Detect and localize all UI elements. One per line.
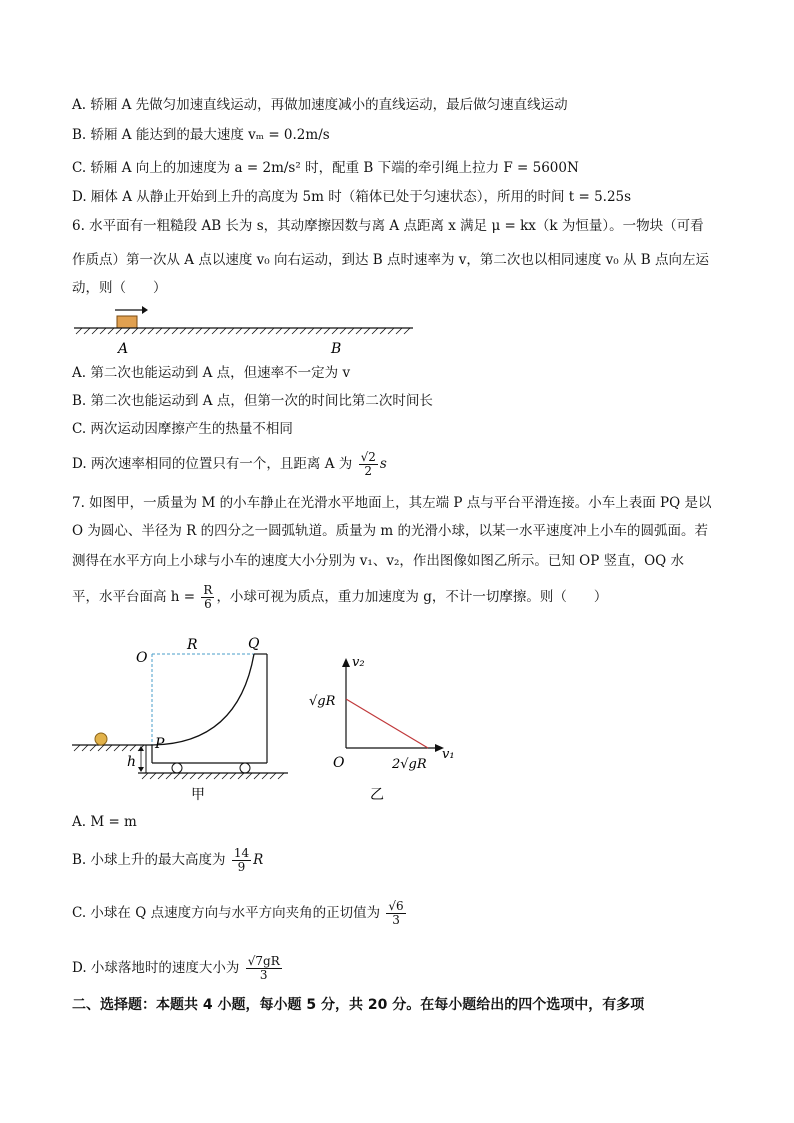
q6-block [117, 316, 137, 328]
q7-stem-line4 [72, 584, 607, 611]
q7-cart-wheel-left [172, 763, 182, 773]
q6-ground-hatching [76, 328, 410, 334]
q7-option-b-fraction: $\frac{14}{9}$ [233, 846, 250, 874]
q7-graph-line [346, 699, 428, 748]
q7-arc-track [152, 654, 254, 745]
q7-height-fraction: $\frac{R}{6}$ [203, 583, 213, 611]
q7-option-c-text: C. 小球在 Q 点速度方向与水平方向夹角的正切值为 [72, 905, 381, 921]
q7-label-r: R [187, 637, 198, 653]
q6-option-b: B. 第二次也能运动到 A 点，但第一次的时间比第二次时间长 [72, 393, 433, 409]
q7-figure-jia [70, 632, 300, 812]
q6-arrowhead [142, 306, 148, 314]
q6-figure [70, 300, 420, 360]
q7-height-text: 平，水平台面高 h = [72, 589, 196, 605]
q6-option-d-text: D. 两次速率相同的位置只有一个，且距离 A 为 [72, 456, 353, 472]
q7-option-c [72, 900, 408, 927]
q7-figure-yi-caption: 乙 [370, 787, 384, 803]
q7-floor-hatching [142, 773, 284, 779]
q7-platform-hatching [74, 745, 144, 751]
section2-heading: 二、选择题：本题共 4 小题，每小题 5 分，共 20 分。在每小题给出的四个选项中，有多项 [72, 997, 645, 1013]
q6-option-c: C. 两次运动因摩擦产生的热量不相同 [72, 421, 293, 437]
q6-stem-line1: 6. 水平面有一粗糙段 AB 长为 s，其动摩擦因数与离 A 点距离 x 满足 μ = kx（k 为恒量）。一物块（可看 [72, 218, 704, 234]
q6-option-d-unit: s [379, 456, 387, 472]
q7-stem-line2: O 为圆心、半径为 R 的四分之一圆弧轨道。质量为 m 的光滑小球，以某一水平速度冲上小车的圆弧面。若 [72, 523, 708, 539]
q7-option-b-text: B. 小球上升的最大高度为 [72, 852, 226, 868]
q7-graph-origin: O [333, 755, 345, 771]
q7-stem-line3: 测得在水平方向上小球与小车的速度大小分别为 v₁、v₂，作出图像如图乙所示。已知 OP 竖直，OQ 水 [72, 553, 685, 569]
q6-option-a: A. 第二次也能运动到 A 点，但速率不一定为 v [72, 365, 351, 381]
q6-label-b: B [331, 341, 342, 357]
q7-option-d [72, 955, 284, 982]
q7-stem-line1: 7. 如图甲，一质量为 M 的小车静止在光滑水平地面上，其左端 P 点与平台平滑连接。小车上表面 PQ 是以 [72, 495, 712, 511]
q5-option-c: C. 轿厢 A 向上的加速度为 a = 2m/s² 时，配重 B 下端的牵引绳上拉力 F = 5600N [72, 160, 579, 176]
q7-figure-jia-caption: 甲 [191, 787, 205, 803]
q7-graph-x-value: 2√gR [392, 757, 427, 772]
q7-cart-wheel-right [240, 763, 250, 773]
q5-option-a: A. 轿厢 A 先做匀加速直线运动，再做加速度减小的直线运动，最后做匀速直线运动 [72, 97, 568, 113]
q6-stem-line2: 作质点）第一次从 A 点以速度 v₀ 向右运动，到达 B 点时速率为 v，第二次也以相同速度 v₀ 从 B 点向左运 [72, 252, 709, 268]
q6-option-d-fraction: $\frac{√2}{2}$ [360, 450, 376, 478]
q7-option-d-text: D. 小球落地时的速度大小为 [72, 960, 240, 976]
q7-label-o: O [136, 650, 148, 666]
q7-ball [95, 733, 107, 745]
q7-label-q: Q [248, 636, 260, 652]
q7-graph-x-label: v₁ [442, 747, 455, 762]
q6-option-d [72, 451, 387, 478]
q7-option-c-fraction: $\frac{√6}{3}$ [388, 899, 404, 927]
q6-label-a: A [118, 341, 129, 357]
q6-stem-line3: 动，则（ ） [72, 280, 167, 296]
q7-figure-yi [300, 648, 470, 808]
q7-option-d-fraction: $\frac{√7gR}{3}$ [247, 954, 280, 982]
q7-stem-line4-rest: ，小球可视为质点，重力加速度为 g，不计一切摩擦。则（ ） [216, 589, 608, 605]
q7-graph-y-value: √gR [309, 694, 336, 709]
q5-option-b: B. 轿厢 A 能达到的最大速度 vₘ = 0.2m/s [72, 127, 330, 143]
q7-label-h: h [127, 754, 137, 770]
q7-label-p: P [155, 736, 165, 752]
q7-graph-y-label: v₂ [352, 655, 365, 670]
q7-option-a: A. M = m [72, 814, 137, 830]
q7-option-b [72, 847, 263, 874]
q5-option-d: D. 厢体 A 从静止开始到上升的高度为 5m 时（箱体已处于匀速状态），所用的时间 t = 5.25s [72, 189, 632, 205]
q7-option-b-unit: R [253, 852, 264, 868]
